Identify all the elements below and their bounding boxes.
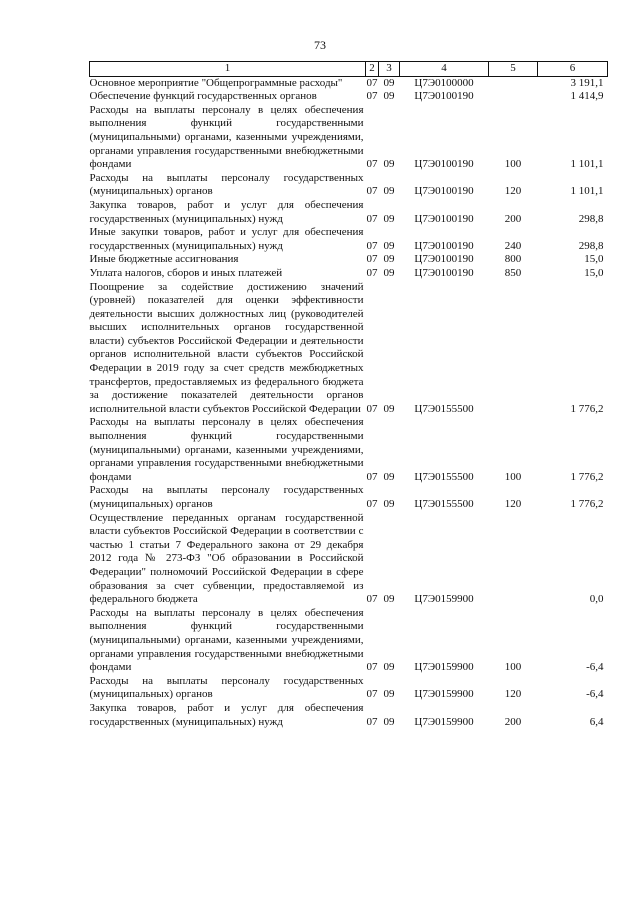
row-expense-type (489, 90, 538, 104)
row-name: Иные бюджетные ассигнования (89, 253, 239, 266)
row-section: 07 (366, 90, 378, 103)
row-name: Расходы на выплаты персоналу государственных (муниципальных) органов (89, 674, 364, 701)
row-name: Уплата налогов, сборов и иных платежей (89, 266, 283, 279)
table-row (90, 607, 608, 675)
table-row (90, 675, 608, 702)
row-target-code: Ц7Э0159900 (414, 593, 474, 606)
row-target-code: Ц7Э0159900 (414, 661, 474, 674)
row-amount: 298,8 (578, 239, 604, 252)
row-expense-type: 240 (504, 239, 522, 252)
row-expense-type: 120 (504, 498, 522, 510)
row-amount: 15,0 (584, 266, 604, 279)
row-amount: 1 414,9 (570, 90, 604, 103)
row-section: 07 (366, 661, 378, 674)
row-subsection: 09 (383, 688, 395, 701)
table-row (90, 90, 608, 104)
row-name: Расходы на выплаты персоналу в целях обеспечения выполнения функций государственными (муниципальными) органами, казенными учреждениями, органами управления государственными внебюджетными фондами (89, 416, 364, 483)
row-target-code: Ц7Э0100000 (414, 76, 474, 89)
row-subsection: 09 (383, 402, 395, 415)
row-section: 07 (366, 593, 378, 606)
row-amount: 1 101,1 (570, 185, 604, 198)
table-row (90, 199, 608, 226)
row-expense-type: 100 (504, 470, 522, 483)
header-col-3: 3 (379, 62, 400, 77)
table-row (90, 484, 608, 511)
row-expense-type: 100 (504, 158, 522, 171)
header-col-1: 1 (90, 62, 366, 77)
row-amount: 6,4 (589, 715, 604, 728)
row-target-code: Ц7Э0159900 (414, 688, 474, 701)
row-subsection: 09 (383, 90, 395, 103)
page-number: 73 (314, 38, 326, 52)
row-amount: 1 776,2 (570, 498, 604, 510)
row-expense-type (489, 512, 538, 607)
table-header-row (90, 62, 608, 77)
header-col-6: 6 (538, 62, 608, 77)
row-subsection: 09 (383, 470, 395, 483)
header-col-4: 4 (400, 62, 489, 77)
row-target-code: Ц7Э0100190 (414, 266, 474, 279)
row-target-code: Ц7Э0159900 (414, 715, 474, 728)
row-section: 07 (366, 185, 378, 198)
header-col-5: 5 (489, 62, 538, 77)
row-subsection: 09 (383, 498, 395, 510)
row-name: Обеспечение функций государственных органов (89, 90, 317, 103)
header-col-2: 2 (366, 62, 379, 77)
row-amount: -6,4 (586, 688, 604, 701)
row-subsection: 09 (383, 212, 395, 225)
row-section: 07 (366, 76, 378, 89)
row-section: 07 (366, 239, 378, 252)
row-subsection: 09 (383, 253, 395, 266)
row-name: Основное мероприятие "Общепрограммные расходы" (89, 76, 343, 89)
row-section: 07 (366, 498, 378, 510)
row-name: Осуществление переданных органам государственной власти субъектов Российской Федерации в соответствии с частью 1 статьи 7 Федерального закона от 29 декабря 2012 года № 273-ФЗ "Об образовании в Российской Федерации" полномочий Российской Федерации в сфере образования за счет субвенции, предоставляемой из федерального бюджета (89, 511, 364, 606)
row-name: Расходы на выплаты персоналу в целях обеспечения выполнения функций государственными (муниципальными) органами, казенными учреждениями, органами управления государственными внебюджетными фондами (89, 606, 364, 674)
row-name: Расходы на выплаты персоналу государственных (муниципальных) органов (89, 171, 364, 198)
row-subsection: 09 (383, 76, 395, 89)
row-target-code: Ц7Э0100190 (414, 158, 474, 171)
row-expense-type: 800 (504, 253, 522, 266)
table-row (90, 281, 608, 417)
table-row (90, 416, 608, 484)
table-row (90, 267, 608, 281)
row-section: 07 (366, 266, 378, 279)
row-name: Расходы на выплаты персоналу в целях обеспечения выполнения функций государственными (муниципальными) органами, казенными учреждениями, органами управления государственными внебюджетными фондами (89, 103, 364, 171)
row-subsection: 09 (383, 239, 395, 252)
row-subsection: 09 (383, 185, 395, 198)
table-row (90, 104, 608, 172)
row-expense-type: 100 (504, 661, 522, 674)
row-name: Закупка товаров, работ и услуг для обеспечения государственных (муниципальных) нужд (89, 198, 364, 225)
row-expense-type (489, 76, 538, 90)
row-section: 07 (366, 688, 378, 701)
row-target-code: Ц7Э0100190 (414, 253, 474, 266)
table-row (90, 76, 608, 90)
table-row (90, 702, 608, 729)
budget-table (89, 61, 608, 729)
row-target-code: Ц7Э0100190 (414, 239, 474, 252)
row-section: 07 (366, 715, 378, 728)
table-row (90, 253, 608, 267)
row-expense-type (489, 281, 538, 417)
row-amount: -6,4 (586, 661, 604, 674)
row-target-code: Ц7Э0155500 (414, 498, 474, 510)
row-expense-type: 850 (504, 266, 522, 279)
row-subsection: 09 (383, 266, 395, 279)
table-row (90, 172, 608, 199)
row-name: Расходы на выплаты персоналу государственных (муниципальных) органов (89, 484, 364, 510)
row-expense-type: 200 (504, 212, 522, 225)
row-expense-type: 200 (504, 715, 522, 728)
row-subsection: 09 (383, 661, 395, 674)
row-target-code: Ц7Э0100190 (414, 185, 474, 198)
row-section: 07 (366, 470, 378, 483)
row-amount: 15,0 (584, 253, 604, 266)
row-subsection: 09 (383, 158, 395, 171)
row-amount: 298,8 (578, 212, 604, 225)
row-subsection: 09 (383, 715, 395, 728)
row-expense-type: 120 (504, 688, 522, 701)
row-section: 07 (366, 158, 378, 171)
row-amount: 1 776,2 (570, 402, 604, 415)
row-section: 07 (366, 402, 378, 415)
row-section: 07 (366, 212, 378, 225)
table-row (90, 512, 608, 607)
row-target-code: Ц7Э0155500 (414, 402, 474, 415)
row-target-code: Ц7Э0100190 (414, 212, 474, 225)
row-amount: 0,0 (589, 593, 604, 606)
row-amount: 1 101,1 (570, 158, 604, 171)
row-name: Закупка товаров, работ и услуг для обеспечения государственных (муниципальных) нужд (89, 701, 364, 728)
row-name: Иные закупки товаров, работ и услуг для обеспечения государственных (муниципальных) нужд (89, 226, 364, 252)
row-subsection: 09 (383, 593, 395, 606)
table-row (90, 226, 608, 253)
row-expense-type: 120 (504, 185, 522, 198)
row-target-code: Ц7Э0155500 (414, 470, 474, 483)
row-amount: 3 191,1 (570, 76, 604, 89)
row-amount: 1 776,2 (570, 470, 604, 483)
row-name: Поощрение за содействие достижению значений (уровней) показателей для оценки эффективности деятельности высших должностных лиц (руководителей высших исполнительных органов государственной власти) субъектов Российской Федерации и деятельности органов исполнительной власти субъектов Российской Федерации в 2019 году за счет средств межбюджетных трансфертов, предоставляемых из федерального бюджета за достижение показателей деятельности органов исполнительной власти субъектов Российской Федерации (89, 280, 364, 415)
row-section: 07 (366, 253, 378, 266)
row-target-code: Ц7Э0100190 (414, 90, 474, 103)
